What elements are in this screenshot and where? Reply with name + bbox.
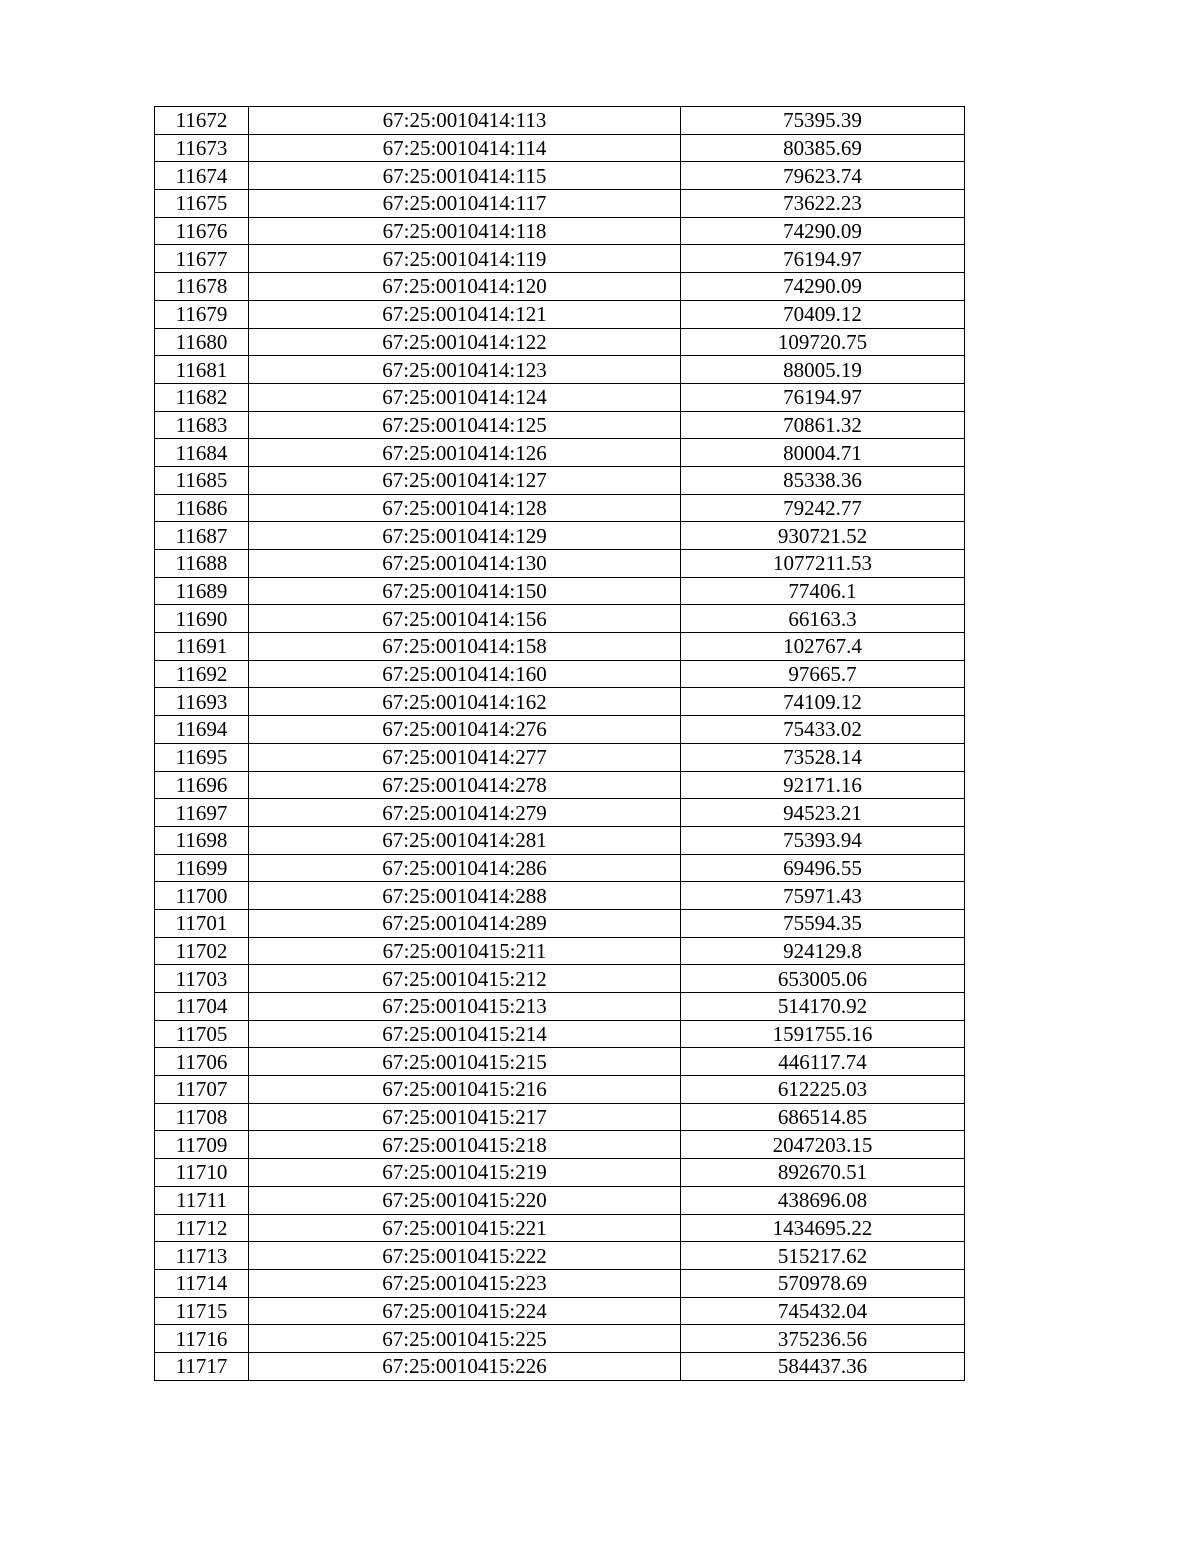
cadastral-number-cell: 67:25:0010414:114	[249, 134, 681, 162]
table-row	[155, 1131, 965, 1159]
row-number-cell: 11710	[155, 1159, 249, 1187]
value-cell: 653005.06	[681, 965, 965, 993]
cadastral-number-cell: 67:25:0010415:213	[249, 993, 681, 1021]
row-number-cell: 11686	[155, 494, 249, 522]
cadastral-number-cell: 67:25:0010415:224	[249, 1297, 681, 1325]
cadastral-number-cell: 67:25:0010414:126	[249, 439, 681, 467]
table-row	[155, 245, 965, 273]
table-row	[155, 1159, 965, 1187]
row-number-cell: 11715	[155, 1297, 249, 1325]
row-number-cell: 11676	[155, 217, 249, 245]
cadastral-number-cell: 67:25:0010414:118	[249, 217, 681, 245]
cadastral-number-cell: 67:25:0010415:220	[249, 1186, 681, 1214]
cadastral-number-cell: 67:25:0010414:286	[249, 854, 681, 882]
table-row	[155, 1214, 965, 1242]
table-row	[155, 1186, 965, 1214]
table-row	[155, 1048, 965, 1076]
cadastral-number-cell: 67:25:0010415:219	[249, 1159, 681, 1187]
table-row	[155, 107, 965, 135]
value-cell: 584437.36	[681, 1352, 965, 1380]
value-cell: 612225.03	[681, 1076, 965, 1104]
table-row	[155, 466, 965, 494]
value-cell: 76194.97	[681, 245, 965, 273]
value-cell: 66163.3	[681, 605, 965, 633]
cadastral-number-cell: 67:25:0010415:218	[249, 1131, 681, 1159]
value-cell: 88005.19	[681, 356, 965, 384]
cadastral-number-cell: 67:25:0010415:223	[249, 1269, 681, 1297]
table-row	[155, 1103, 965, 1131]
table-row	[155, 300, 965, 328]
table-row	[155, 383, 965, 411]
value-cell: 69496.55	[681, 854, 965, 882]
table-row	[155, 937, 965, 965]
table-row	[155, 854, 965, 882]
row-number-cell: 11712	[155, 1214, 249, 1242]
value-cell: 745432.04	[681, 1297, 965, 1325]
row-number-cell: 11693	[155, 688, 249, 716]
table-row	[155, 1297, 965, 1325]
table-row	[155, 1325, 965, 1353]
cadastral-number-cell: 67:25:0010414:278	[249, 771, 681, 799]
value-cell: 70409.12	[681, 300, 965, 328]
cadastral-number-cell: 67:25:0010415:221	[249, 1214, 681, 1242]
cadastral-number-cell: 67:25:0010414:127	[249, 466, 681, 494]
value-cell: 1434695.22	[681, 1214, 965, 1242]
table-row	[155, 688, 965, 716]
value-cell: 446117.74	[681, 1048, 965, 1076]
cadastral-number-cell: 67:25:0010415:222	[249, 1242, 681, 1270]
table-row	[155, 217, 965, 245]
row-number-cell: 11682	[155, 383, 249, 411]
value-cell: 74290.09	[681, 273, 965, 301]
row-number-cell: 11714	[155, 1269, 249, 1297]
table-row	[155, 328, 965, 356]
value-cell: 75971.43	[681, 882, 965, 910]
value-cell: 97665.7	[681, 660, 965, 688]
cadastral-number-cell: 67:25:0010414:158	[249, 633, 681, 661]
cadastral-number-cell: 67:25:0010415:225	[249, 1325, 681, 1353]
row-number-cell: 11699	[155, 854, 249, 882]
row-number-cell: 11709	[155, 1131, 249, 1159]
value-cell: 80385.69	[681, 134, 965, 162]
value-cell: 1077211.53	[681, 550, 965, 578]
cadastral-number-cell: 67:25:0010415:216	[249, 1076, 681, 1104]
value-cell: 80004.71	[681, 439, 965, 467]
table-row	[155, 577, 965, 605]
cadastral-number-cell: 67:25:0010415:211	[249, 937, 681, 965]
row-number-cell: 11708	[155, 1103, 249, 1131]
row-number-cell: 11697	[155, 799, 249, 827]
table-row	[155, 273, 965, 301]
row-number-cell: 11675	[155, 190, 249, 218]
value-cell: 2047203.15	[681, 1131, 965, 1159]
table-row	[155, 1352, 965, 1380]
cadastral-number-cell: 67:25:0010414:276	[249, 716, 681, 744]
value-cell: 70861.32	[681, 411, 965, 439]
value-cell: 438696.08	[681, 1186, 965, 1214]
value-cell: 85338.36	[681, 466, 965, 494]
row-number-cell: 11704	[155, 993, 249, 1021]
row-number-cell: 11707	[155, 1076, 249, 1104]
cadastral-number-cell: 67:25:0010415:215	[249, 1048, 681, 1076]
cadastral-number-cell: 67:25:0010414:289	[249, 909, 681, 937]
cadastral-number-cell: 67:25:0010414:281	[249, 826, 681, 854]
row-number-cell: 11701	[155, 909, 249, 937]
cadastral-number-cell: 67:25:0010414:150	[249, 577, 681, 605]
table-row	[155, 799, 965, 827]
cadastral-number-cell: 67:25:0010414:120	[249, 273, 681, 301]
table-row	[155, 1020, 965, 1048]
value-cell: 94523.21	[681, 799, 965, 827]
table-row	[155, 743, 965, 771]
value-cell: 924129.8	[681, 937, 965, 965]
row-number-cell: 11680	[155, 328, 249, 356]
value-cell: 74109.12	[681, 688, 965, 716]
row-number-cell: 11687	[155, 522, 249, 550]
value-cell: 1591755.16	[681, 1020, 965, 1048]
row-number-cell: 11702	[155, 937, 249, 965]
row-number-cell: 11685	[155, 466, 249, 494]
cadastral-number-cell: 67:25:0010414:130	[249, 550, 681, 578]
cadastral-number-cell: 67:25:0010414:119	[249, 245, 681, 273]
cadastral-number-cell: 67:25:0010414:117	[249, 190, 681, 218]
row-number-cell: 11689	[155, 577, 249, 605]
row-number-cell: 11691	[155, 633, 249, 661]
table-row	[155, 356, 965, 384]
value-cell: 570978.69	[681, 1269, 965, 1297]
value-cell: 930721.52	[681, 522, 965, 550]
row-number-cell: 11717	[155, 1352, 249, 1380]
value-cell: 892670.51	[681, 1159, 965, 1187]
cadastral-number-cell: 67:25:0010414:160	[249, 660, 681, 688]
cadastral-number-cell: 67:25:0010414:128	[249, 494, 681, 522]
table-row	[155, 1076, 965, 1104]
table-row	[155, 494, 965, 522]
table-row	[155, 190, 965, 218]
table-row	[155, 1242, 965, 1270]
cadastral-number-cell: 67:25:0010414:122	[249, 328, 681, 356]
table-row	[155, 439, 965, 467]
value-cell: 102767.4	[681, 633, 965, 661]
row-number-cell: 11696	[155, 771, 249, 799]
cadastral-number-cell: 67:25:0010414:129	[249, 522, 681, 550]
cadastral-number-cell: 67:25:0010414:121	[249, 300, 681, 328]
cadastral-number-cell: 67:25:0010415:217	[249, 1103, 681, 1131]
value-cell: 75393.94	[681, 826, 965, 854]
value-cell: 77406.1	[681, 577, 965, 605]
cadastral-number-cell: 67:25:0010415:214	[249, 1020, 681, 1048]
cadastral-number-cell: 67:25:0010414:124	[249, 383, 681, 411]
value-cell: 686514.85	[681, 1103, 965, 1131]
cadastral-number-cell: 67:25:0010414:115	[249, 162, 681, 190]
table-row	[155, 993, 965, 1021]
value-cell: 74290.09	[681, 217, 965, 245]
row-number-cell: 11679	[155, 300, 249, 328]
row-number-cell: 11713	[155, 1242, 249, 1270]
row-number-cell: 11684	[155, 439, 249, 467]
row-number-cell: 11695	[155, 743, 249, 771]
row-number-cell: 11683	[155, 411, 249, 439]
row-number-cell: 11703	[155, 965, 249, 993]
row-number-cell: 11674	[155, 162, 249, 190]
row-number-cell: 11698	[155, 826, 249, 854]
value-cell: 109720.75	[681, 328, 965, 356]
table-row	[155, 1269, 965, 1297]
cadastral-number-cell: 67:25:0010415:212	[249, 965, 681, 993]
row-number-cell: 11681	[155, 356, 249, 384]
cadastral-number-cell: 67:25:0010414:162	[249, 688, 681, 716]
row-number-cell: 11677	[155, 245, 249, 273]
cadastral-value-table	[154, 106, 965, 1381]
value-cell: 73528.14	[681, 743, 965, 771]
cadastral-number-cell: 67:25:0010415:226	[249, 1352, 681, 1380]
row-number-cell: 11700	[155, 882, 249, 910]
row-number-cell: 11688	[155, 550, 249, 578]
row-number-cell: 11692	[155, 660, 249, 688]
cadastral-number-cell: 67:25:0010414:279	[249, 799, 681, 827]
row-number-cell: 11711	[155, 1186, 249, 1214]
row-number-cell: 11672	[155, 107, 249, 135]
cadastral-number-cell: 67:25:0010414:277	[249, 743, 681, 771]
table-row	[155, 909, 965, 937]
table-row	[155, 882, 965, 910]
row-number-cell: 11690	[155, 605, 249, 633]
value-cell: 73622.23	[681, 190, 965, 218]
value-cell: 76194.97	[681, 383, 965, 411]
table-row	[155, 162, 965, 190]
value-cell: 75433.02	[681, 716, 965, 744]
table-row	[155, 771, 965, 799]
value-cell: 515217.62	[681, 1242, 965, 1270]
value-cell: 514170.92	[681, 993, 965, 1021]
table-row	[155, 826, 965, 854]
value-cell: 75395.39	[681, 107, 965, 135]
table-row	[155, 134, 965, 162]
value-cell: 92171.16	[681, 771, 965, 799]
row-number-cell: 11716	[155, 1325, 249, 1353]
table-row	[155, 716, 965, 744]
row-number-cell: 11694	[155, 716, 249, 744]
row-number-cell: 11706	[155, 1048, 249, 1076]
row-number-cell: 11678	[155, 273, 249, 301]
cadastral-number-cell: 67:25:0010414:288	[249, 882, 681, 910]
table-row	[155, 633, 965, 661]
value-cell: 79242.77	[681, 494, 965, 522]
cadastral-number-cell: 67:25:0010414:125	[249, 411, 681, 439]
table-body	[155, 107, 965, 1381]
table-row	[155, 965, 965, 993]
value-cell: 79623.74	[681, 162, 965, 190]
row-number-cell: 11705	[155, 1020, 249, 1048]
row-number-cell: 11673	[155, 134, 249, 162]
table-row	[155, 411, 965, 439]
table-row	[155, 605, 965, 633]
cadastral-number-cell: 67:25:0010414:123	[249, 356, 681, 384]
value-cell: 75594.35	[681, 909, 965, 937]
table-row	[155, 522, 965, 550]
cadastral-number-cell: 67:25:0010414:156	[249, 605, 681, 633]
table-row	[155, 660, 965, 688]
cadastral-number-cell: 67:25:0010414:113	[249, 107, 681, 135]
table-row	[155, 550, 965, 578]
value-cell: 375236.56	[681, 1325, 965, 1353]
